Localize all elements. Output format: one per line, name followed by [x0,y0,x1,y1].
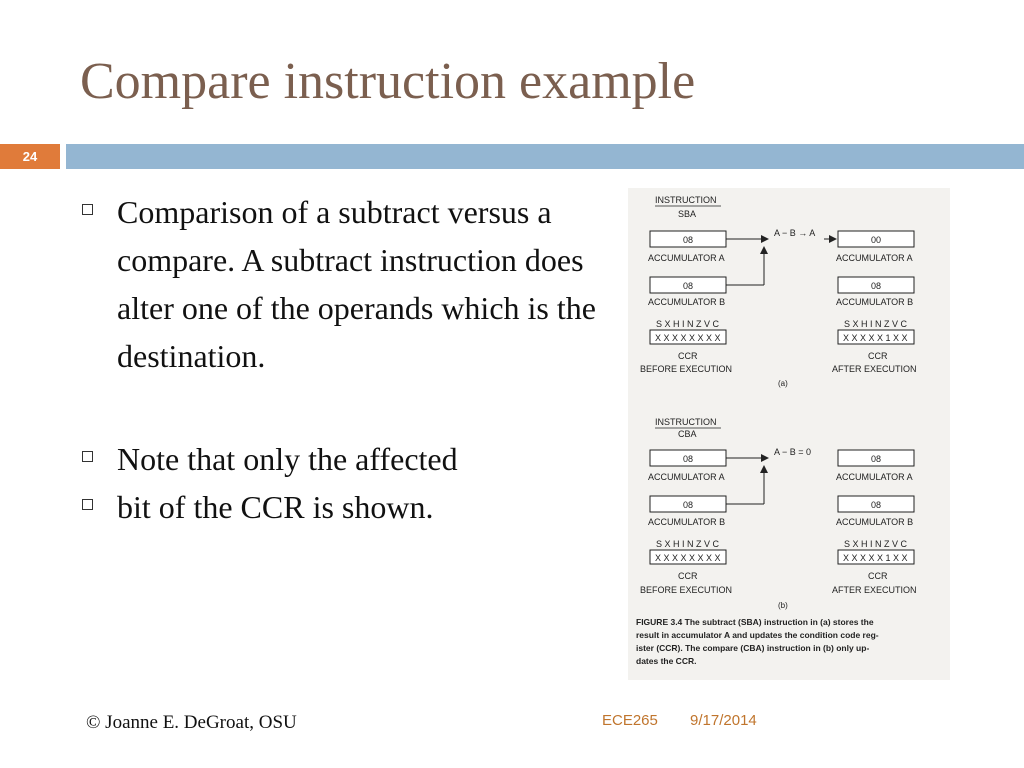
acc-b-after-value: 08 [870,281,882,291]
instruction-name: CBA [678,429,697,439]
ccr-label: CCR [678,351,698,361]
acc-a-label: ACCUMULATOR A [648,253,725,263]
figure-part-a [640,195,917,388]
acc-b-before-value: 08 [682,500,694,510]
ccr-label: CCR [678,571,698,581]
ccr-flags-header: S X H I N Z V C [656,539,720,549]
slide-title: Compare instruction example [80,53,696,110]
acc-a-label: ACCUMULATOR A [836,472,913,482]
figure-caption [636,617,879,666]
slide-number: 24 [0,144,60,169]
square-bullet-icon [82,499,93,510]
caption-line: ister (CCR). The compare (CBA) instruction in (b) only up- [636,643,870,653]
bullet-text: Comparison of a subtract versus a compare. A subtract instruction does alter one of the operands which is the destination. [117,194,596,374]
figure-part-b [640,417,917,610]
footer-course: ECE265 [602,712,658,729]
footer-date: 9/17/2014 [690,712,757,729]
ccr-after-value: X X X X X 1 X X [843,333,908,343]
ccr-after-value: X X X X X 1 X X [843,553,908,563]
footer-author: © Joanne E. DeGroat, OSU [86,712,297,733]
acc-b-label: ACCUMULATOR B [836,517,914,527]
operation-text: A − B → A [774,228,816,238]
ccr-before-value: X X X X X X X X [655,553,721,563]
acc-a-after-value: 00 [870,235,882,245]
ccr-flags-header: S X H I N Z V C [844,319,908,329]
acc-b-label: ACCUMULATOR B [836,297,914,307]
instruction-label: INSTRUCTION [655,417,717,427]
after-execution-label: AFTER EXECUTION [832,585,917,595]
before-execution-label: BEFORE EXECUTION [640,585,733,595]
subfigure-label: (b) [778,601,788,610]
ccr-flags-header: S X H I N Z V C [844,539,908,549]
acc-b-label: ACCUMULATOR B [648,297,726,307]
operation-text: A − B = 0 [774,447,812,457]
ccr-label: CCR [868,351,888,361]
instruction-name: SBA [678,209,697,219]
acc-a-label: ACCUMULATOR A [648,472,725,482]
header-bar [66,144,1024,169]
acc-a-before-value: 08 [682,454,694,464]
instruction-label: INSTRUCTION [655,195,717,205]
bullet-item [80,188,610,380]
ccr-label: CCR [868,571,888,581]
before-execution-label: BEFORE EXECUTION [640,364,733,374]
footer-meta [602,712,757,729]
square-bullet-icon [82,451,93,462]
acc-b-label: ACCUMULATOR B [648,517,726,527]
acc-b-before-value: 08 [682,281,694,291]
bullet-text: bit of the CCR is shown. [117,489,434,525]
acc-a-before-value: 08 [682,235,694,245]
caption-line: result in accumulator A and updates the condition code reg- [636,630,879,640]
after-execution-label: AFTER EXECUTION [832,364,917,374]
ccr-before-value: X X X X X X X X [655,333,721,343]
acc-a-label: ACCUMULATOR A [836,253,913,263]
square-bullet-icon [82,204,93,215]
acc-a-after-value: 08 [870,454,882,464]
bullet-item [80,483,610,531]
acc-b-after-value: 08 [870,500,882,510]
bullet-text: Note that only the affected [117,441,458,477]
ccr-flags-header: S X H I N Z V C [656,319,720,329]
figure-sba-cba [628,188,950,680]
caption-line: FIGURE 3.4 The subtract (SBA) instruction in (a) stores the [636,617,874,627]
subfigure-label: (a) [778,379,788,388]
bullet-list [80,188,610,531]
bullet-item [80,435,610,483]
caption-line: dates the CCR. [636,656,697,666]
